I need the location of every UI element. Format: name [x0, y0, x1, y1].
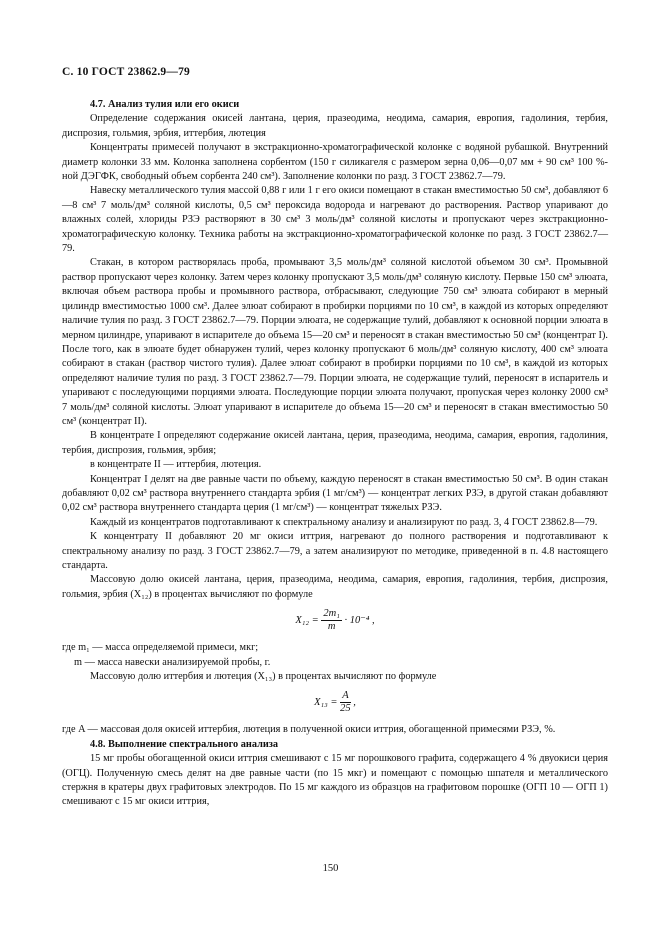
paragraph: Массовую долю иттербия и лютеция (X₁₃) в процентах вычисляют по формуле: [90, 671, 437, 683]
definition-line: где A — массовая доля окисей иттербия, лютеция в полученной окиси иттрия, обогащенной примесями РЗЭ, %.: [62, 724, 556, 736]
paragraph: Каждый из концентратов подготавливают к спектральному анализу и анализируют по разд. 3, 4 ГОСТ 23862.8—79.: [90, 516, 598, 528]
formula-tail: · 10⁻⁴ ,: [344, 615, 375, 627]
fraction-numerator: A: [340, 690, 351, 703]
paragraph: Концентраты примесей получают в экстракционно-хроматографической колонке с водяной рубашкой. Внутренний диаметр колонки 33 мм. Колонка заполнена сорбентом (150 г силикагеля с размером зерна 0,06—0,07 мм + 90 см³ 100 %-ной ДЭГФК, свободный объем сорбента 240 см³). Заполнение колонки по разд. 3 ГОСТ 23862.7—79.: [62, 142, 608, 183]
paragraph: Концентрат I делят на две равные части по объему, каждую переносят в стакан вместимостью 50 см³. В один стакан добавляют 0,02 см³ раствора внутреннего стандарта эрбия (1 мг/см³) — концентрат легких РЗЭ, в другой стакан добавляют 0,02 см³ раствора внутреннего стандарта церия (1 мг/см³) — концентрат тяжелых РЗЭ.: [62, 473, 608, 514]
paragraph: В концентрате I определяют содержание окисей лантана, церия, празеодима, неодима, самария, европия, гадолиния, тербия, диспрозия, гольмия, эрбия;: [62, 430, 608, 456]
formula-tail: ,: [353, 697, 356, 709]
fraction-denominator: m: [327, 621, 336, 633]
body-text: [62, 98, 608, 810]
page-header: С. 10 ГОСТ 23862.9—79: [62, 66, 190, 78]
paragraph: 15 мг пробы обогащенной окиси иттрия смешивают с 15 мг порошкового графита, содержащего 4 % двуокиси церия (ОГЦ). Полученную смесь делят на две равные части (по 15 мкг) и помещают с помощью шпателя и металлического стержня в кратеры двух графитовых электродов. По 15 мг каждого из образцов на графитовом порошке (ОГП 10 — ОГП 1) смешивают с 15 мг окиси иттрия,: [62, 753, 608, 808]
paragraph: Стакан, в котором растворялась проба, промывают 3,5 моль/дм³ соляной кислотой объемом 30 см³. Промывной раствор пропускают через колонку. Затем через колонку пропускают 3,5 моль/дм³ соляную кислоту. Первые 150 см³ элюата, включая объем раствора пробы и промывного раствора, отбрасывают, следующие 750 см³ элюата собирают в мерный цилиндр вместимостью 1000 см³. Далее элюат собирают в пробирки порциями по 10 см³, в каждой из которых определяют наличие тулия по разд. 3 ГОСТ 23862.7—79. Порции элюата, не содержащие тулий, добавляют к основной порции элюата в мерном цилиндре, упаривают в испарителе до объема 15—20 см³ и переносят в стакан вместимостью 50 см³ (концентрат I). После того, как в элюате будет обнаружен тулий, через колонку пропускают 6 моль/дм³ соляную кислоту, 400 см³ элюата собирают в стакан (раствор чистого тулия). Далее элюат собирают в пробирки порциями по 10 см³, в каждой из которых определяют наличие тулия по разд. 3 ГОСТ 23862.7—79. Порции элюата, не содержащие тулий, переносят в испаритель и упаривают с последующими порциями элюата. Последующие порции элюата получают, пропуская через колонку 2000 см³ 7 моль/дм³ соляной кислоты. Элюат упаривают в испарителе до объема 15—20 см³ и переносят в стакан вместимостью 50 см³ (концентрат II).: [62, 257, 608, 427]
formula-x12: [62, 608, 608, 633]
definition-line: m — масса навески анализируемой пробы, г.: [74, 656, 271, 668]
fraction-denominator: 25: [340, 703, 351, 715]
page-number: 150: [322, 863, 339, 874]
fraction-numerator: 2m₁: [323, 608, 340, 620]
paragraph: Навеску металлического тулия массой 0,88 г или 1 г его окиси помещают в стакан вместимостью 50 см³, добавляют 6—8 см³ 7 моль/дм³ соляной кислоты, 0,5 см³ пероксида водорода и нагревают до растворения. Раствор упаривают до влажных солей, хлориды РЗЭ растворяют в 30 см³ 3 моль/дм³ соляной кислоты и пропускают через экстракционно-хроматографическую колонку. Техника работы на экстракционно-хроматографической колонке по разд. 3 ГОСТ 23862.7—79.: [62, 185, 608, 255]
section-heading-4-7: 4.7. Анализ тулия или его окиси: [90, 99, 240, 110]
paragraph: Массовую долю окисей лантана, церия, празеодима, неодима, самария, европия, гадолиния, тербия, диспрозия, гольмия, эрбия (X₁₂) в процентах вычисляют по формуле: [62, 574, 608, 600]
formula-lhs: X₁₃ =: [314, 697, 338, 709]
paragraph: Определение содержания окисей лантана, церия, празеодима, неодима, самария, европия, гадолиния, тербия, диспрозия, гольмия, эрбия, иттербия, лютеция: [62, 113, 608, 139]
fraction: [340, 690, 351, 715]
formula-lhs: X₁₂ =: [295, 615, 319, 627]
paragraph: в концентрате II — иттербия, лютеция.: [90, 459, 262, 471]
document-page: [62, 66, 608, 810]
fraction: [321, 608, 341, 633]
section-heading-4-8: 4.8. Выполнение спектрального анализа: [90, 738, 279, 750]
formula-x13: [62, 690, 608, 715]
definition-line: где m₁ — масса определяемой примеси, мкг;: [62, 642, 259, 654]
paragraph: К концентрату II добавляют 20 мг окиси иттрия, нагревают до полного растворения и подготавливают к спектральному анализу по разд. 3 ГОСТ 23862.7—79, а затем анализируют по методике, приведенной в п. 4.8 настоящего стандарта.: [62, 531, 608, 571]
